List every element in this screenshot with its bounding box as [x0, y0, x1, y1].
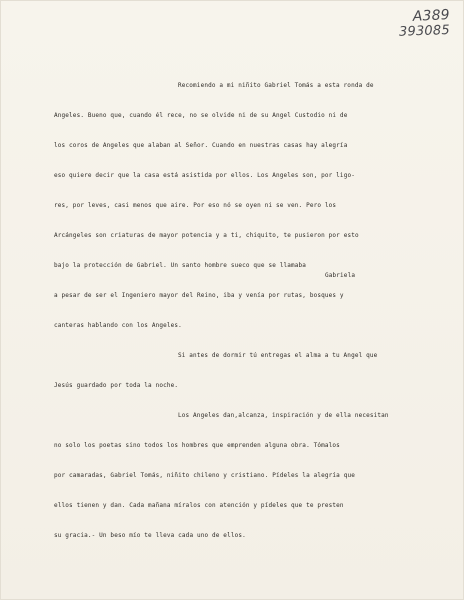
- letter-line: su gracia.- Un beso mío te lleva cada uno de ellos.: [54, 532, 246, 539]
- archive-number-line-1: A389: [412, 7, 451, 25]
- letter-line: bajo la protección de Gabriel. Un santo hombre sueco que se llamaba: [54, 262, 307, 269]
- letter-line: ellos tienen y dan. Cada mañana míralos con atención y pídeles que te presten: [54, 502, 344, 509]
- letter-line: a pesar de ser el Ingeniero mayor del Reino, iba y venía por rutas, bosques y: [54, 292, 344, 299]
- letter-line: no solo los poetas sino todos los hombres que emprenden alguna obra. Tómalos: [54, 442, 340, 449]
- letter-body: [54, 61, 424, 561]
- letter-line: Si antes de dormir tú entregas el alma a tu Angel que: [178, 352, 378, 359]
- letter-line: los coros de Angeles que alaban al Señor. Cuando en nuestras casas hay alegría: [54, 142, 348, 149]
- letter-line: Los Angeles dan,alcanza, inspiración y de ella necesitan: [178, 412, 389, 419]
- letter-line: canteras hablando con los Angeles.: [54, 322, 182, 329]
- letter-line: Jesús guardado por toda la noche.: [54, 382, 179, 389]
- letter-line: res, por leves, casi menos que aire. Por eso nó se oyen ni se ven. Pero los: [54, 202, 337, 209]
- letter-line: eso quiere decir que la casa está asistida por ellos. Los Angeles son, por ligo-: [54, 172, 355, 179]
- letter-line: por camaradas, Gabriel Tomás, niñito chileno y cristiano. Pídeles la alegría que: [54, 472, 355, 479]
- letter-line: Angeles. Bueno que, cuando él rece, no se olvide ni de su Angel Custodio ni de: [54, 112, 348, 119]
- archive-number-line-2: 393085: [398, 23, 451, 40]
- signature: Gabriela: [325, 272, 356, 279]
- letter-line: Arcángeles son criaturas de mayor potencia y a ti, chiquito, te pusieron por esto: [54, 232, 359, 239]
- letter-line: Recomiendo a mi niñito Gabriel Tomás a esta ronda de: [178, 82, 374, 89]
- archive-annotation: [399, 8, 450, 39]
